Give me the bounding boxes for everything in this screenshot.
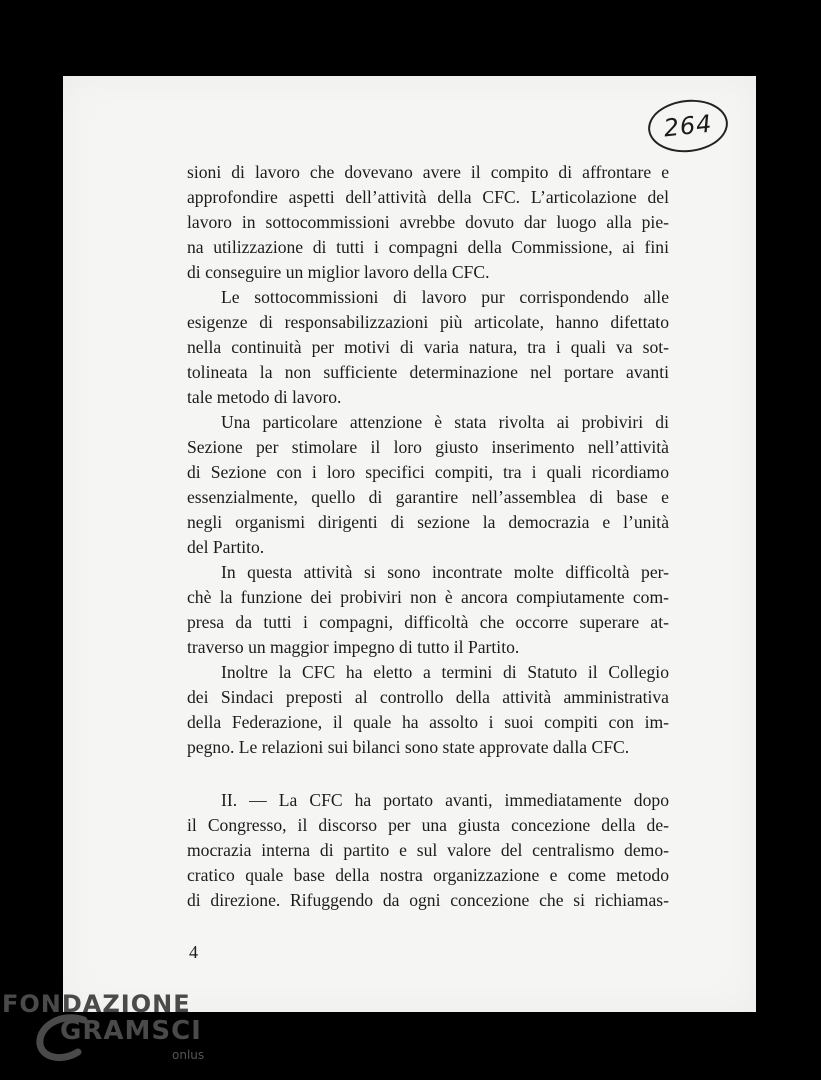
- text-line: del Partito.: [187, 537, 265, 557]
- text-line: di conseguire un miglior lavoro della CFC.: [187, 262, 490, 282]
- text-line: pegno. Le relazioni sui bilanci sono state approvate dalla CFC.: [187, 737, 630, 757]
- paragraph: [187, 560, 669, 660]
- text-line: mocrazia interna di partito e sul valore del centralismo demo-: [187, 840, 669, 860]
- text-line: traverso un maggior impegno di tutto il Partito.: [187, 637, 520, 657]
- text-line: tolineata la non sufficiente determinazione nel portare avanti: [187, 362, 669, 382]
- text-line: II. — La CFC ha portato avanti, immediatamente dopo: [221, 790, 669, 810]
- text-line: negli organismi dirigenti di sezione la democrazia e l’unità: [187, 512, 669, 532]
- text-line: Inoltre la CFC ha eletto a termini di Statuto il Collegio: [221, 662, 669, 682]
- paragraph: [187, 660, 669, 760]
- text-line: di Sezione con i loro specifici compiti, tra i quali ricordiamo: [187, 462, 669, 482]
- text-line: sioni di lavoro che dovevano avere il compito di affrontare e: [187, 162, 669, 182]
- text-line: dei Sindaci preposti al controllo della attività amministrativa: [187, 687, 669, 707]
- text-line: tale metodo di lavoro.: [187, 387, 342, 407]
- text-line: Sezione per stimolare il loro giusto inserimento nell’attività: [187, 437, 669, 457]
- text-line: Una particolare attenzione è stata rivolta ai probiviri di: [221, 412, 669, 432]
- handwritten-number-text: 264: [662, 109, 714, 143]
- page-number: 4: [189, 942, 198, 962]
- watermark-line2: GRAMSCI: [60, 1016, 202, 1046]
- text-line: In questa attività si sono incontrate molte difficoltà per-: [221, 562, 669, 582]
- text-line: della Federazione, il quale ha assolto i suoi compiti con im-: [187, 712, 669, 732]
- text-line: chè la funzione dei probiviri non è ancora compiutamente com-: [187, 587, 669, 607]
- text-line: na utilizzazione di tutti i compagni della Commissione, ai fini: [187, 237, 669, 257]
- text-line: il Congresso, il discorso per una giusta concezione della de-: [187, 815, 669, 835]
- text-line: cratico quale base della nostra organizzazione e come metodo: [187, 865, 669, 885]
- document-body: [187, 160, 669, 913]
- text-line: essenzialmente, quello di garantire nell’assemblea di base e: [187, 487, 669, 507]
- watermark-line1: FONDAZIONE: [2, 990, 191, 1018]
- paragraph: [187, 160, 669, 285]
- text-line: di direzione. Rifuggendo da ogni concezione che si richiamas-: [187, 890, 669, 910]
- watermark-logo: [2, 990, 212, 1070]
- text-line: nella continuità per motivi di varia natura, tra i quali va sot-: [187, 337, 669, 357]
- text-line: Le sottocommissioni di lavoro pur corrispondendo alle: [221, 287, 669, 307]
- paragraph: [187, 285, 669, 410]
- text-line: esigenze di responsabilizzazioni più articolate, hanno difettato: [187, 312, 669, 332]
- text-line: approfondire aspetti dell’attività della CFC. L’articolazione del: [187, 187, 669, 207]
- text-line: lavoro in sottocommissioni avrebbe dovuto dar luogo alla pie-: [187, 212, 669, 232]
- paragraph-section-2: [187, 788, 669, 913]
- text-line: presa da tutti i compagni, difficoltà che occorre superare at-: [187, 612, 669, 632]
- paragraph: [187, 410, 669, 560]
- watermark-line3: onlus: [172, 1048, 205, 1062]
- section-gap: [187, 760, 669, 788]
